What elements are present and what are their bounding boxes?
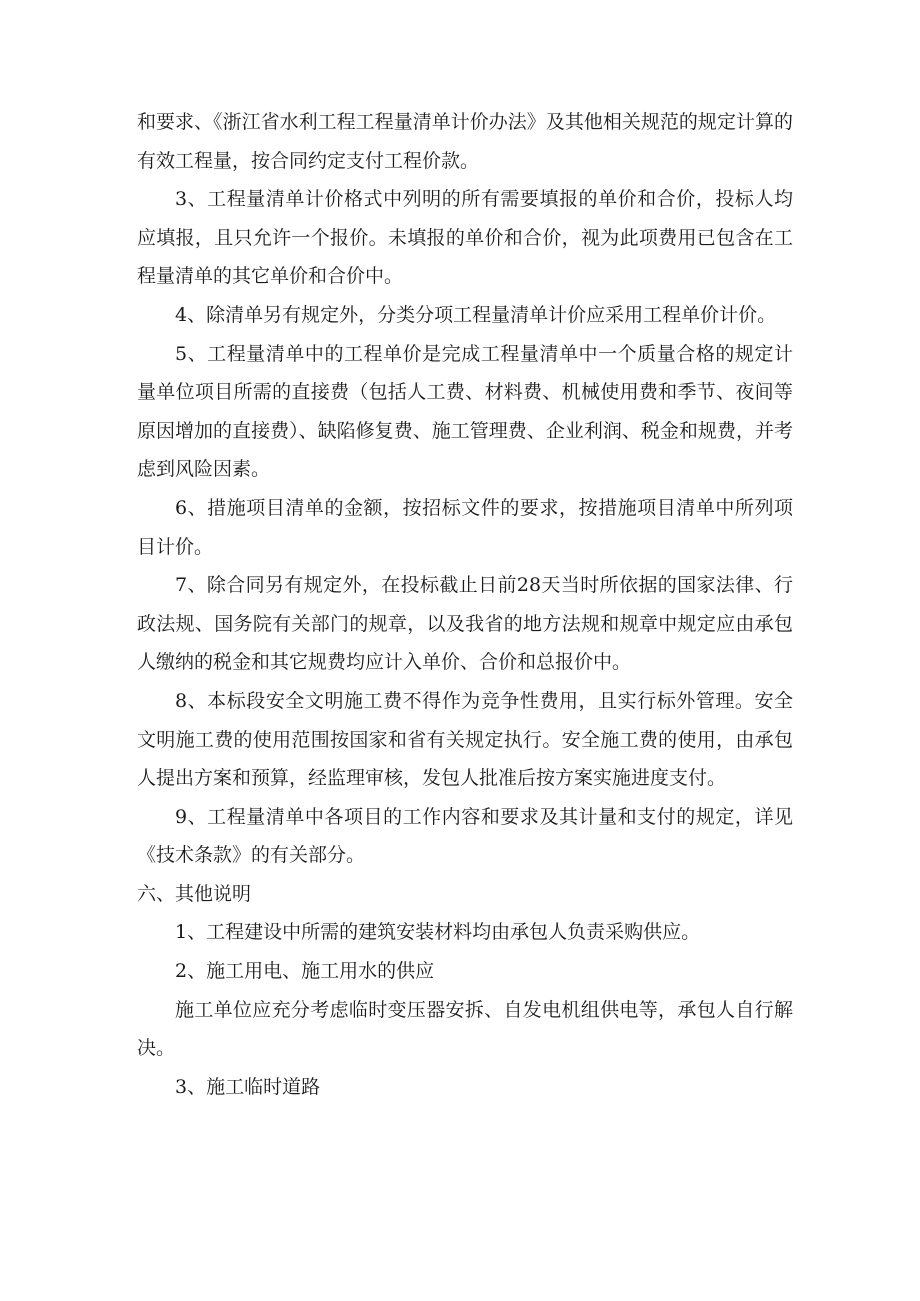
- paragraph-other-3-roads: 3、施工临时道路: [175, 1075, 321, 1098]
- paragraph-item-6-measures: 6、措施项目清单的金额，按招标文件的要求，按措施项目清单中所列项目计价。: [137, 496, 793, 558]
- paragraph-payment-rules: 和要求、《浙江省水利工程工程量清单计价办法》及其他相关规范的规定计算的有效工程量，按合同约定支付工程价款。: [137, 111, 793, 172]
- paragraph-item-8-safety-fee: 8、本标段安全文明施工费不得作为竞争性费用，且实行标外管理。安全文明施工费的使用范围按国家和省有关规定执行。安全施工费的使用，由承包人提出方案和预算，经监理审核，发包人批准后按方案实施进度支付。: [137, 689, 793, 790]
- paragraph-item-5-unit-price-composition: 5、工程量清单中的工程单价是完成工程量清单中一个质量合格的规定计量单位项目所需的直接费（包括人工费、材料费、机械使用费和季节、夜间等原因增加的直接费）、缺陷修复费、施工管理费、企业利润、税金和规费，并考虑到风险因素。: [137, 342, 793, 481]
- paragraph-other-2-utilities: 2、施工用电、施工用水的供应: [175, 960, 435, 983]
- paragraph-utilities-detail: 施工单位应充分考虑临时变压器安拆、自发电机组供电等，承包人自行解决。: [137, 998, 793, 1060]
- paragraph-other-1-materials: 1、工程建设中所需的建筑安装材料均由承包人负责采购供应。: [175, 921, 701, 944]
- paragraph-item-3-pricing-format: 3、工程量清单计价格式中列明的所有需要填报的单价和合价，投标人均应填报，且只允许一个报价。未填报的单价和合价，视为此项费用已包含在工程量清单的其它单价和合价中。: [137, 188, 793, 288]
- paragraph-item-4-unit-price: 4、除清单另有规定外，分类分项工程量清单计价应采用工程单价计价。: [175, 303, 777, 326]
- paragraph-item-9-technical-terms: 9、工程量清单中各项目的工作内容和要求及其计量和支付的规定，详见《技术条款》的有关部分。: [137, 805, 793, 867]
- paragraph-item-7-taxes: 7、除合同另有规定外，在投标截止日前28天当时所依据的国家法律、行政法规、国务院有关部门的规章，以及我省的地方法规和规章中规定应由承包人缴纳的税金和其它规费均应计入单价、合价和总报价中。: [137, 574, 793, 674]
- section-heading-other-notes: 六、其他说明: [137, 882, 252, 905]
- document-body: [137, 103, 793, 1106]
